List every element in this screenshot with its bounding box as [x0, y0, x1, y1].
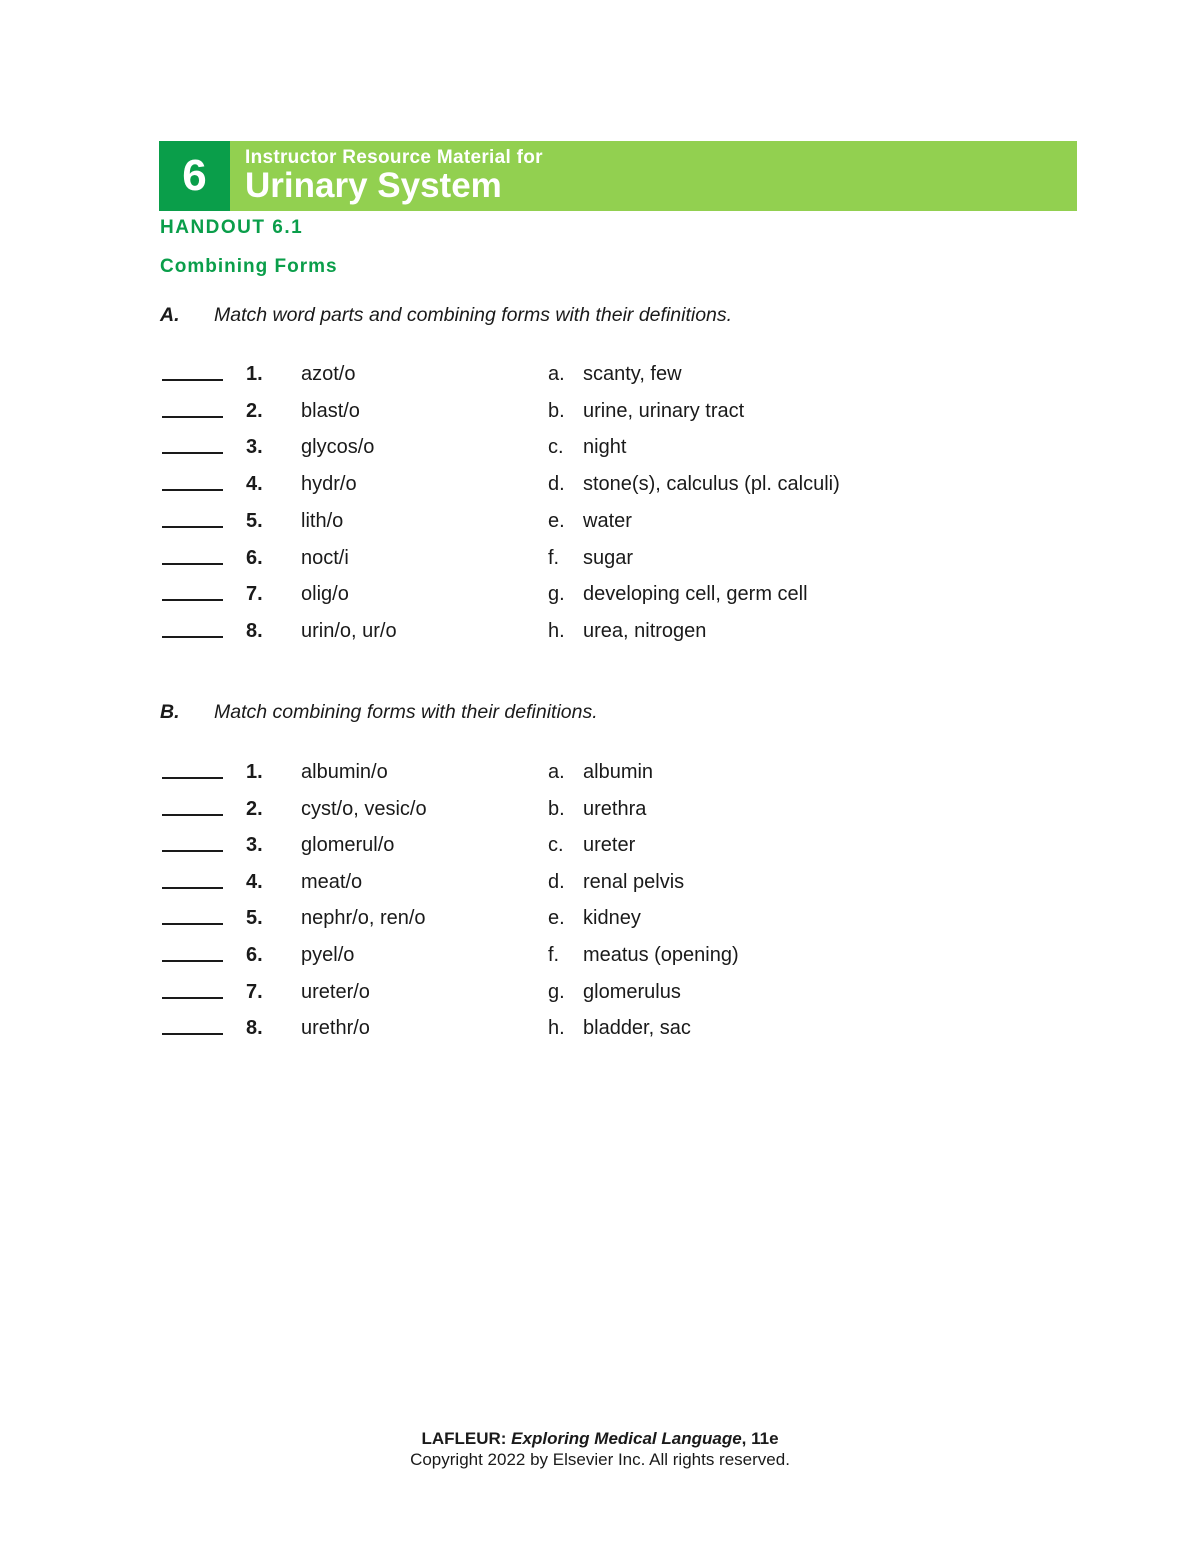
combining-form: hydr/o — [301, 473, 357, 496]
definition-letter: c. — [548, 436, 564, 459]
item-number: 1. — [246, 761, 263, 783]
definition-letter: d. — [548, 870, 565, 893]
combining-form: albumin/o — [301, 761, 388, 783]
definition-letter: e. — [548, 509, 565, 532]
list-item — [0, 798, 1200, 828]
answer-blank[interactable] — [162, 983, 223, 999]
combining-form: ureter/o — [301, 980, 370, 1003]
item-number: 5. — [246, 509, 263, 532]
list-item — [0, 620, 1200, 650]
part-b-instruction — [160, 701, 598, 724]
handout-label: HANDOUT 6.1 — [160, 217, 304, 238]
combining-form: urethr/o — [301, 1017, 370, 1040]
answer-blank[interactable] — [162, 512, 223, 528]
list-item — [0, 473, 1200, 503]
item-number: 2. — [246, 797, 263, 820]
answer-blank[interactable] — [162, 402, 223, 418]
definition: water — [583, 509, 632, 532]
answer-blank[interactable] — [162, 585, 223, 601]
item-number: 6. — [246, 546, 263, 569]
list-item — [0, 510, 1200, 540]
definition-letter: g. — [548, 980, 565, 1003]
answer-blank[interactable] — [162, 946, 223, 962]
combining-form: urin/o, ur/o — [301, 619, 397, 642]
footer-author: LAFLEUR: — [421, 1429, 507, 1448]
footer-book-title: Exploring Medical Language — [511, 1429, 742, 1448]
answer-blank[interactable] — [162, 622, 223, 638]
footer-copyright: Copyright 2022 by Elsevier Inc. All rights reserved. — [410, 1450, 790, 1469]
part-a-letter: A. — [160, 304, 180, 326]
list-item — [0, 547, 1200, 577]
list-item — [0, 871, 1200, 901]
item-number: 8. — [246, 619, 263, 642]
definition: urine, urinary tract — [583, 399, 745, 422]
definition: meatus (opening) — [583, 944, 739, 966]
definition: developing cell, germ cell — [583, 583, 808, 606]
list-item — [0, 981, 1200, 1011]
definition-letter: e. — [548, 907, 565, 930]
item-number: 5. — [246, 907, 263, 930]
list-item — [0, 761, 1200, 791]
definition: stone(s), calculus (pl. calculi) — [583, 473, 840, 496]
list-item — [0, 363, 1200, 393]
item-number: 8. — [246, 1017, 263, 1040]
part-a-instruction-text: Match word parts and combining forms with their definitions. — [214, 304, 733, 326]
definition-letter: h. — [548, 1017, 565, 1040]
chapter-title: Urinary System — [245, 166, 502, 205]
definition: scanty, few — [583, 363, 682, 385]
answer-blank[interactable] — [162, 909, 223, 925]
combining-form: glycos/o — [301, 436, 375, 459]
list-item — [0, 944, 1200, 974]
item-number: 3. — [246, 834, 263, 857]
definition-letter: h. — [548, 619, 565, 642]
combining-form: cyst/o, vesic/o — [301, 797, 427, 820]
combining-form: blast/o — [301, 399, 360, 422]
combining-form: pyel/o — [301, 944, 355, 966]
definition-letter: a. — [548, 761, 565, 783]
item-number: 4. — [246, 870, 263, 893]
list-item — [0, 834, 1200, 864]
combining-form: meat/o — [301, 870, 363, 893]
footer-edition: , 11e — [741, 1429, 779, 1448]
answer-blank[interactable] — [162, 475, 223, 491]
definition: renal pelvis — [583, 870, 685, 893]
definition: sugar — [583, 546, 634, 569]
definition: urea, nitrogen — [583, 619, 707, 642]
item-number: 3. — [246, 436, 263, 459]
definition: kidney — [583, 907, 641, 930]
section-title: Combining Forms — [160, 256, 338, 277]
definition-letter: d. — [548, 473, 565, 496]
definition: urethra — [583, 797, 647, 820]
item-number: 7. — [246, 583, 263, 606]
combining-form: noct/i — [301, 546, 349, 569]
answer-blank[interactable] — [162, 549, 223, 565]
answer-blank[interactable] — [162, 365, 223, 381]
combining-form: nephr/o, ren/o — [301, 907, 426, 930]
list-item — [0, 907, 1200, 937]
combining-form: lith/o — [301, 509, 344, 532]
combining-form: glomerul/o — [301, 834, 395, 857]
definition-letter: g. — [548, 583, 565, 606]
definition-letter: b. — [548, 399, 565, 422]
item-number: 4. — [246, 473, 263, 496]
combining-form: azot/o — [301, 363, 356, 385]
answer-blank[interactable] — [162, 763, 223, 779]
chapter-banner — [159, 141, 1077, 211]
item-number: 2. — [246, 399, 263, 422]
answer-blank[interactable] — [162, 836, 223, 852]
definition-letter: c. — [548, 834, 564, 857]
list-item — [0, 400, 1200, 430]
definition: glomerulus — [583, 980, 681, 1003]
part-a-instruction — [160, 304, 732, 327]
definition: bladder, sac — [583, 1017, 691, 1040]
list-item — [0, 1017, 1200, 1047]
answer-blank[interactable] — [162, 1019, 223, 1035]
answer-blank[interactable] — [162, 873, 223, 889]
definition-letter: b. — [548, 797, 565, 820]
item-number: 6. — [246, 944, 263, 966]
definition: ureter — [583, 834, 636, 857]
definition-letter: f. — [548, 944, 560, 966]
part-b-letter: B. — [160, 701, 180, 723]
footer-citation — [0, 1429, 1200, 1449]
chapter-number: 6 — [159, 141, 230, 211]
list-item — [0, 583, 1200, 613]
item-number: 7. — [246, 980, 263, 1003]
item-number: 1. — [246, 363, 263, 385]
list-item — [0, 436, 1200, 466]
combining-form: olig/o — [301, 583, 349, 606]
definition-letter: f. — [548, 546, 560, 569]
definition-letter: a. — [548, 363, 565, 385]
banner-subtitle: Instructor Resource Material for — [245, 147, 543, 168]
definition: night — [583, 436, 627, 459]
definition: albumin — [583, 761, 654, 783]
part-b-instruction-text: Match combining forms with their definitions. — [214, 701, 598, 723]
answer-blank[interactable] — [162, 438, 223, 454]
answer-blank[interactable] — [162, 800, 223, 816]
